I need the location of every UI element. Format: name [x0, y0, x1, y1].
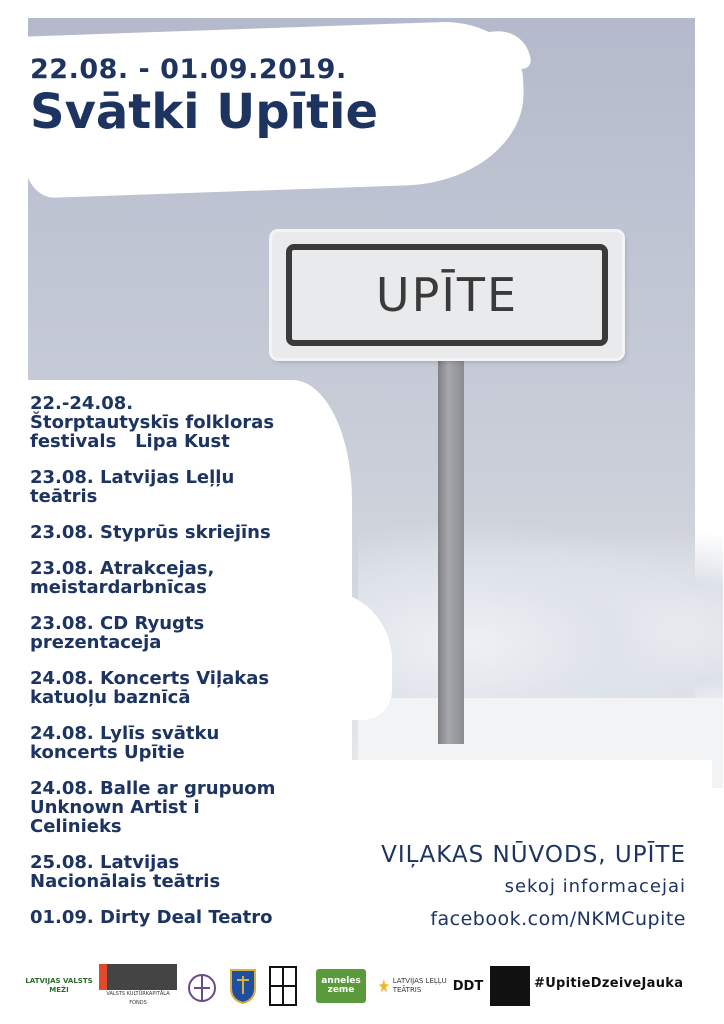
event-line: prezentaceja	[30, 632, 162, 653]
event-line: Celinieks	[30, 816, 122, 837]
national-theatre-logo	[490, 966, 530, 1006]
lelles-logo-text: LATVIJAS LEĻĻU TEĀTRIS	[392, 977, 447, 994]
event-line: 24.08. Balle ar grupuom	[30, 778, 276, 799]
hashtag-text: #UpitieDzeiveJauka	[534, 976, 684, 991]
event-line: 23.08. Styprūs skriejīns	[30, 522, 271, 543]
ute-logo-icon	[268, 964, 298, 1008]
tree-emblem-icon	[184, 966, 220, 1006]
event-line: 23.08. CD Ryugts	[30, 613, 205, 634]
event-item	[30, 394, 320, 451]
event-item	[30, 779, 320, 836]
event-line: 23.08. Atrakcejas,	[30, 558, 215, 579]
event-line: Štorptautyskīs folkloras	[30, 412, 275, 433]
event-item	[30, 523, 320, 542]
event-line: 22.-24.08.	[30, 393, 134, 414]
lvm-logo-text: LATVIJAS VALSTS MEŽI	[25, 977, 93, 994]
event-line: 25.08. Latvijas	[30, 852, 180, 873]
event-item	[30, 614, 320, 652]
anneles-zeme-logo	[316, 969, 366, 1003]
event-list	[30, 394, 320, 944]
region-logo	[182, 964, 222, 1008]
event-line: Unknown Artist i	[30, 797, 200, 818]
event-line: 24.08. Koncerts Viļakas	[30, 668, 270, 689]
event-item	[30, 724, 320, 762]
event-line: festivals Lipa Kust	[30, 431, 230, 452]
event-line: 24.08. Lylīs svātku	[30, 723, 220, 744]
event-line: Nacionālais teātris	[30, 871, 221, 892]
ddt-logo-text: DDT	[452, 978, 484, 994]
frosted-trees	[358, 518, 723, 728]
road-sign	[272, 232, 622, 358]
star-icon	[378, 974, 390, 998]
facebook-link[interactable]: facebook.com/NKMCupite	[430, 908, 686, 930]
event-line: 01.09. Dirty Deal Teatro	[30, 907, 273, 928]
event-line: 23.08. Latvijas Leļļu	[30, 467, 235, 488]
event-item	[30, 853, 320, 891]
event-line: katuoļu baznīcā	[30, 687, 191, 708]
sign-text: UPĪTE	[286, 244, 608, 346]
event-line: koncerts Upītie	[30, 742, 185, 763]
location-text: VIĻAKAS NŪVODS, UPĪTE	[381, 842, 686, 868]
festival-dates: 22.08. - 01.09.2019.	[30, 54, 347, 85]
anneles-zeme-text: anneles zeme	[321, 976, 361, 995]
event-item	[30, 908, 320, 927]
vkkf-logo-text: VALSTS KULTŪRKAPITĀLA FONDS	[106, 991, 170, 1006]
event-line: meistardarbnīcas	[30, 577, 207, 598]
vkkf-logo	[102, 964, 174, 1008]
page-title: Svātki Upītie	[30, 84, 379, 140]
event-item	[30, 669, 320, 707]
follow-text: sekoj informacejai	[504, 876, 686, 897]
lelles-logo	[378, 964, 448, 1008]
ddt-logo	[450, 964, 486, 1008]
lvm-logo	[20, 964, 98, 1008]
vkkf-mark	[99, 964, 177, 990]
coat-of-arms-icon	[228, 964, 258, 1008]
event-item	[30, 559, 320, 597]
event-item	[30, 468, 320, 506]
sign-pole	[438, 358, 464, 744]
event-line: teātris	[30, 486, 98, 507]
